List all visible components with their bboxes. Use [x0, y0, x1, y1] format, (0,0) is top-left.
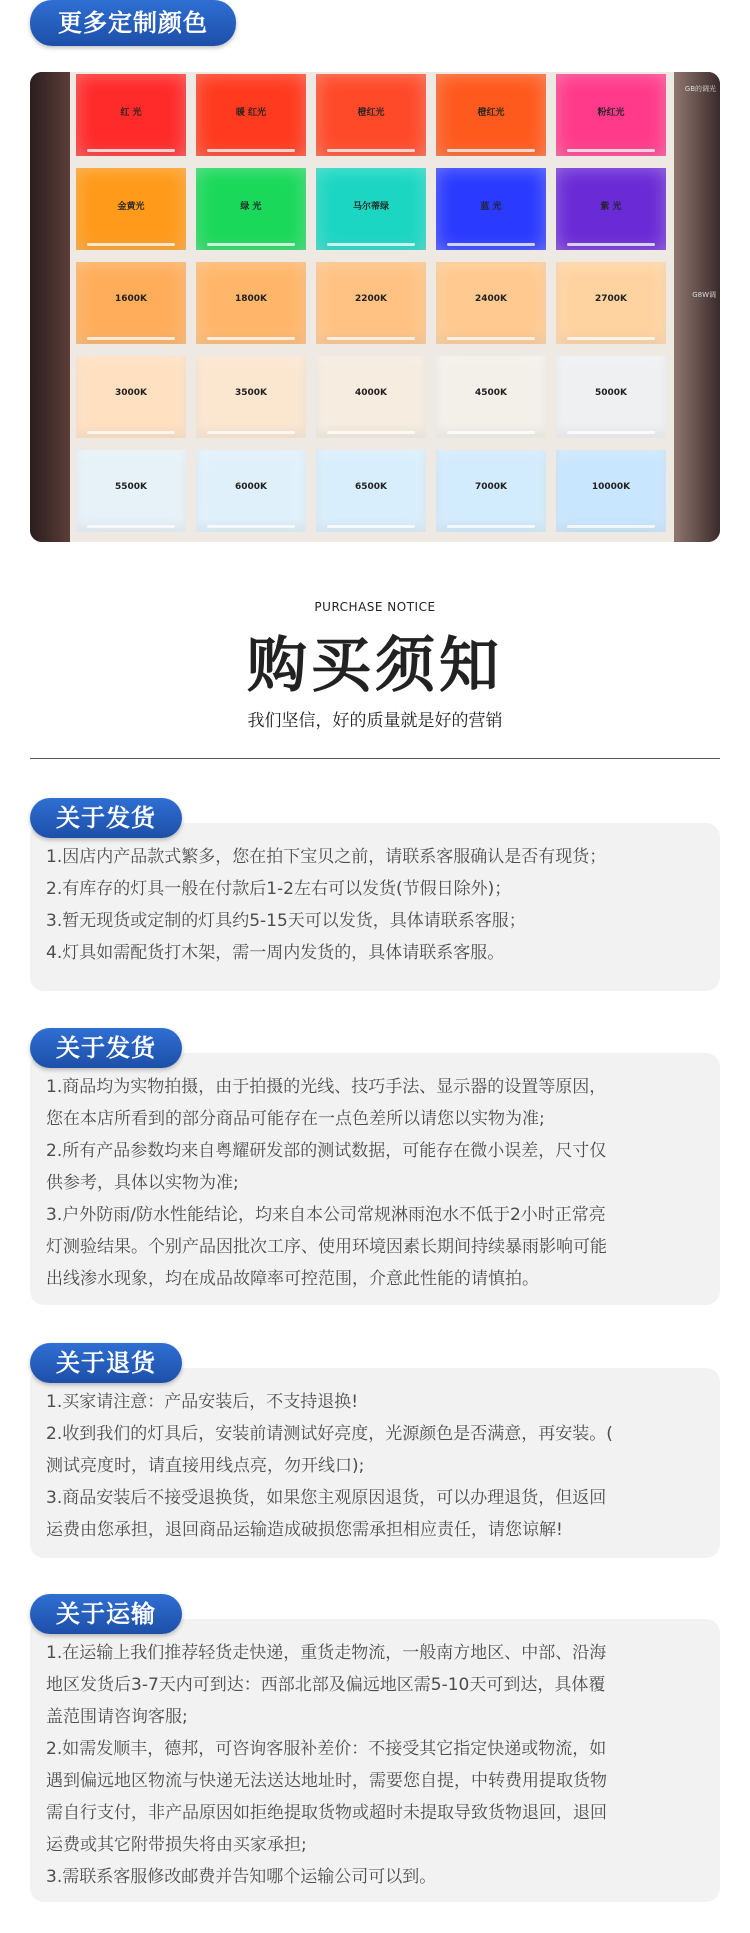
- color-swatch: [436, 450, 546, 532]
- section-line: 地区发货后3-7天内可到达：西部北部及偏远地区需5-10天可到达，具体覆: [46, 1675, 606, 1695]
- section-line: 运费或其它附带损失将由买家承担;: [46, 1835, 307, 1855]
- color-swatch: [556, 356, 666, 438]
- color-swatch: [76, 450, 186, 532]
- section-line: 出线渗水现象，均在成品故障率可控范围，介意此性能的请慎拍。: [46, 1269, 539, 1289]
- light-strip: [207, 525, 295, 528]
- swatch-label: 橙红光: [357, 107, 385, 118]
- swatch-label: 蓝 光: [480, 201, 502, 212]
- swatch-label: 4500K: [474, 388, 508, 398]
- section-heading-transport: 关于运输: [30, 1594, 182, 1634]
- light-strip: [447, 243, 535, 246]
- color-swatch: [436, 168, 546, 250]
- swatch-label: 5500K: [114, 482, 148, 492]
- notice-slogan: 我们坚信，好的质量就是好的营销: [247, 711, 503, 731]
- color-swatch: [76, 356, 186, 438]
- section-line: 1.因店内产品款式繁多，您在拍下宝贝之前，请联系客服确认是否有现货；: [46, 847, 607, 867]
- color-swatch: [436, 74, 546, 156]
- section-line: 2.如需发顺丰，德邦，可咨询客服补差价：不接受其它指定快递或物流，如: [46, 1739, 607, 1759]
- swatch-label: 粉红光: [597, 107, 625, 118]
- section-heading-shipping-2: 关于发货: [30, 1028, 182, 1068]
- swatch-label: 2200K: [354, 294, 388, 304]
- color-swatch: [196, 262, 306, 344]
- swatch-label: 5000K: [594, 388, 628, 398]
- swatch-label: 马尔蒂绿: [352, 201, 389, 212]
- divider: [30, 758, 720, 759]
- swatch-label: 紫 光: [600, 201, 622, 212]
- swatch-label: 橙红光: [477, 107, 505, 118]
- color-swatch: [556, 262, 666, 344]
- light-strip: [567, 149, 655, 152]
- swatch-label: 4000K: [354, 388, 388, 398]
- swatch-label: 10000K: [591, 482, 631, 492]
- light-strip: [567, 337, 655, 340]
- color-swatch: [316, 74, 426, 156]
- section-line: 测试亮度时，请直接用线点亮，勿开线口);: [46, 1456, 365, 1476]
- color-swatch: [436, 356, 546, 438]
- color-swatch: [196, 356, 306, 438]
- color-swatch: [436, 262, 546, 344]
- color-swatch: [76, 168, 186, 250]
- swatch-label: 6500K: [354, 482, 388, 492]
- section-heading-shipping: 关于发货: [30, 798, 182, 838]
- color-showcase-image: [30, 72, 720, 542]
- swatch-label: 2700K: [594, 294, 628, 304]
- section-line: 3.需联系客服修改邮费并告知哪个运输公司可以到。: [46, 1867, 437, 1887]
- section-lines: [46, 841, 700, 969]
- section-line: 您在本店所看到的部分商品可能存在一点色差所以请您以实物为准;: [46, 1109, 545, 1129]
- color-swatch: [316, 262, 426, 344]
- light-strip: [207, 243, 295, 246]
- light-strip: [327, 525, 415, 528]
- swatch-label: 金黄光: [117, 201, 145, 212]
- light-strip: [87, 431, 175, 434]
- section-line: 需自行支付，非产品原因如拒绝提取货物或超时未提取导致货物退回，退回: [46, 1803, 607, 1823]
- light-strip: [327, 337, 415, 340]
- section-lines: [46, 1071, 700, 1295]
- light-strip: [207, 431, 295, 434]
- light-strip: [87, 149, 175, 152]
- swatch-label: 7000K: [474, 482, 508, 492]
- section-heading-returns: 关于退货: [30, 1343, 182, 1383]
- light-strip: [567, 431, 655, 434]
- light-strip: [207, 149, 295, 152]
- section-line: 1.在运输上我们推荐轻货走快递，重货走物流，一般南方地区、中部、沿海: [46, 1643, 607, 1663]
- section-line: 1.买家请注意：产品安装后，不支持退换!: [46, 1392, 359, 1412]
- section-line: 1.商品均为实物拍摄，由于拍摄的光线、技巧手法、显示器的设置等原因，: [46, 1077, 607, 1097]
- section-line: 2.收到我们的灯具后，安装前请测试好亮度，光源颜色是否满意，再安装。(: [46, 1424, 613, 1444]
- showcase-side-left: [30, 72, 70, 542]
- light-strip: [447, 431, 535, 434]
- section-transport-panel: [30, 1619, 720, 1902]
- section-line: 3.户外防雨/防水性能结论，均来自本公司常规淋雨泡水不低于2小时正常亮: [46, 1205, 606, 1225]
- swatch-label: 红 光: [120, 107, 142, 118]
- section-shipping-detail-panel: [30, 1053, 720, 1305]
- section-line: 2.有库存的灯具一般在付款后1-2左右可以发货(节假日除外)；: [46, 879, 512, 899]
- light-strip: [447, 337, 535, 340]
- section-line: 3.商品安装后不接受退换货，如果您主观原因退货，可以办理退货，但返回: [46, 1488, 607, 1508]
- swatch-label: 2400K: [474, 294, 508, 304]
- swatch-label: 3500K: [234, 388, 268, 398]
- color-swatch: [76, 74, 186, 156]
- light-strip: [567, 243, 655, 246]
- color-swatch: [316, 168, 426, 250]
- section-lines: [46, 1386, 700, 1546]
- section-line: 4.灯具如需配货打木架，需一周内发货的，具体请联系客服。: [46, 943, 505, 963]
- section-line: 盖范围请咨询客服;: [46, 1707, 188, 1727]
- swatch-label: 1800K: [234, 294, 268, 304]
- swatch-label: 3000K: [114, 388, 148, 398]
- section-shipping-panel: [30, 823, 720, 991]
- section-lines: [46, 1637, 700, 1893]
- color-swatch: [196, 74, 306, 156]
- section-returns-panel: [30, 1368, 720, 1558]
- light-strip: [207, 337, 295, 340]
- side-tag: GB的调光: [684, 85, 716, 93]
- swatch-label: 6000K: [234, 482, 268, 492]
- section-line: 3.暂无现货或定制的灯具约5-15天可以发货，具体请联系客服；: [46, 911, 526, 931]
- light-strip: [87, 243, 175, 246]
- color-swatch: [76, 262, 186, 344]
- color-swatch: [316, 356, 426, 438]
- section-line: 灯测验结果。个别产品因批次工序、使用环境因素长期间持续暴雨影响可能: [46, 1237, 607, 1257]
- showcase-side-right: [674, 72, 720, 542]
- section-line: 遇到偏远地区物流与快递无法送达地址时，需要您自提，中转费用提取货物: [46, 1771, 607, 1791]
- swatch-label: 绿 光: [240, 201, 262, 212]
- color-swatch: [196, 168, 306, 250]
- light-strip: [447, 149, 535, 152]
- light-strip: [327, 149, 415, 152]
- light-strip: [327, 431, 415, 434]
- light-strip: [327, 243, 415, 246]
- swatch-label: 1600K: [114, 294, 148, 304]
- color-swatch: [556, 168, 666, 250]
- color-swatch: [196, 450, 306, 532]
- side-tag: G8W调: [692, 291, 716, 299]
- color-swatch: [556, 74, 666, 156]
- section-line: 运费由您承担，退回商品运输造成破损您需承担相应责任，请您谅解!: [46, 1520, 563, 1540]
- notice-subtitle: PURCHASE NOTICE: [314, 600, 436, 614]
- light-strip: [447, 525, 535, 528]
- swatch-label: 暖 红光: [235, 107, 267, 118]
- notice-title: 购买须知: [247, 631, 503, 701]
- light-strip: [87, 337, 175, 340]
- light-strip: [567, 525, 655, 528]
- color-swatch: [316, 450, 426, 532]
- showcase-frame: [70, 72, 674, 542]
- section-line: 2.所有产品参数均来自粤耀研发部的测试数据，可能存在微小误差，尺寸仅: [46, 1141, 607, 1161]
- custom-colors-badge: 更多定制颜色: [30, 0, 236, 46]
- section-line: 供参考，具体以实物为准;: [46, 1173, 239, 1193]
- light-strip: [87, 525, 175, 528]
- color-swatch: [556, 450, 666, 532]
